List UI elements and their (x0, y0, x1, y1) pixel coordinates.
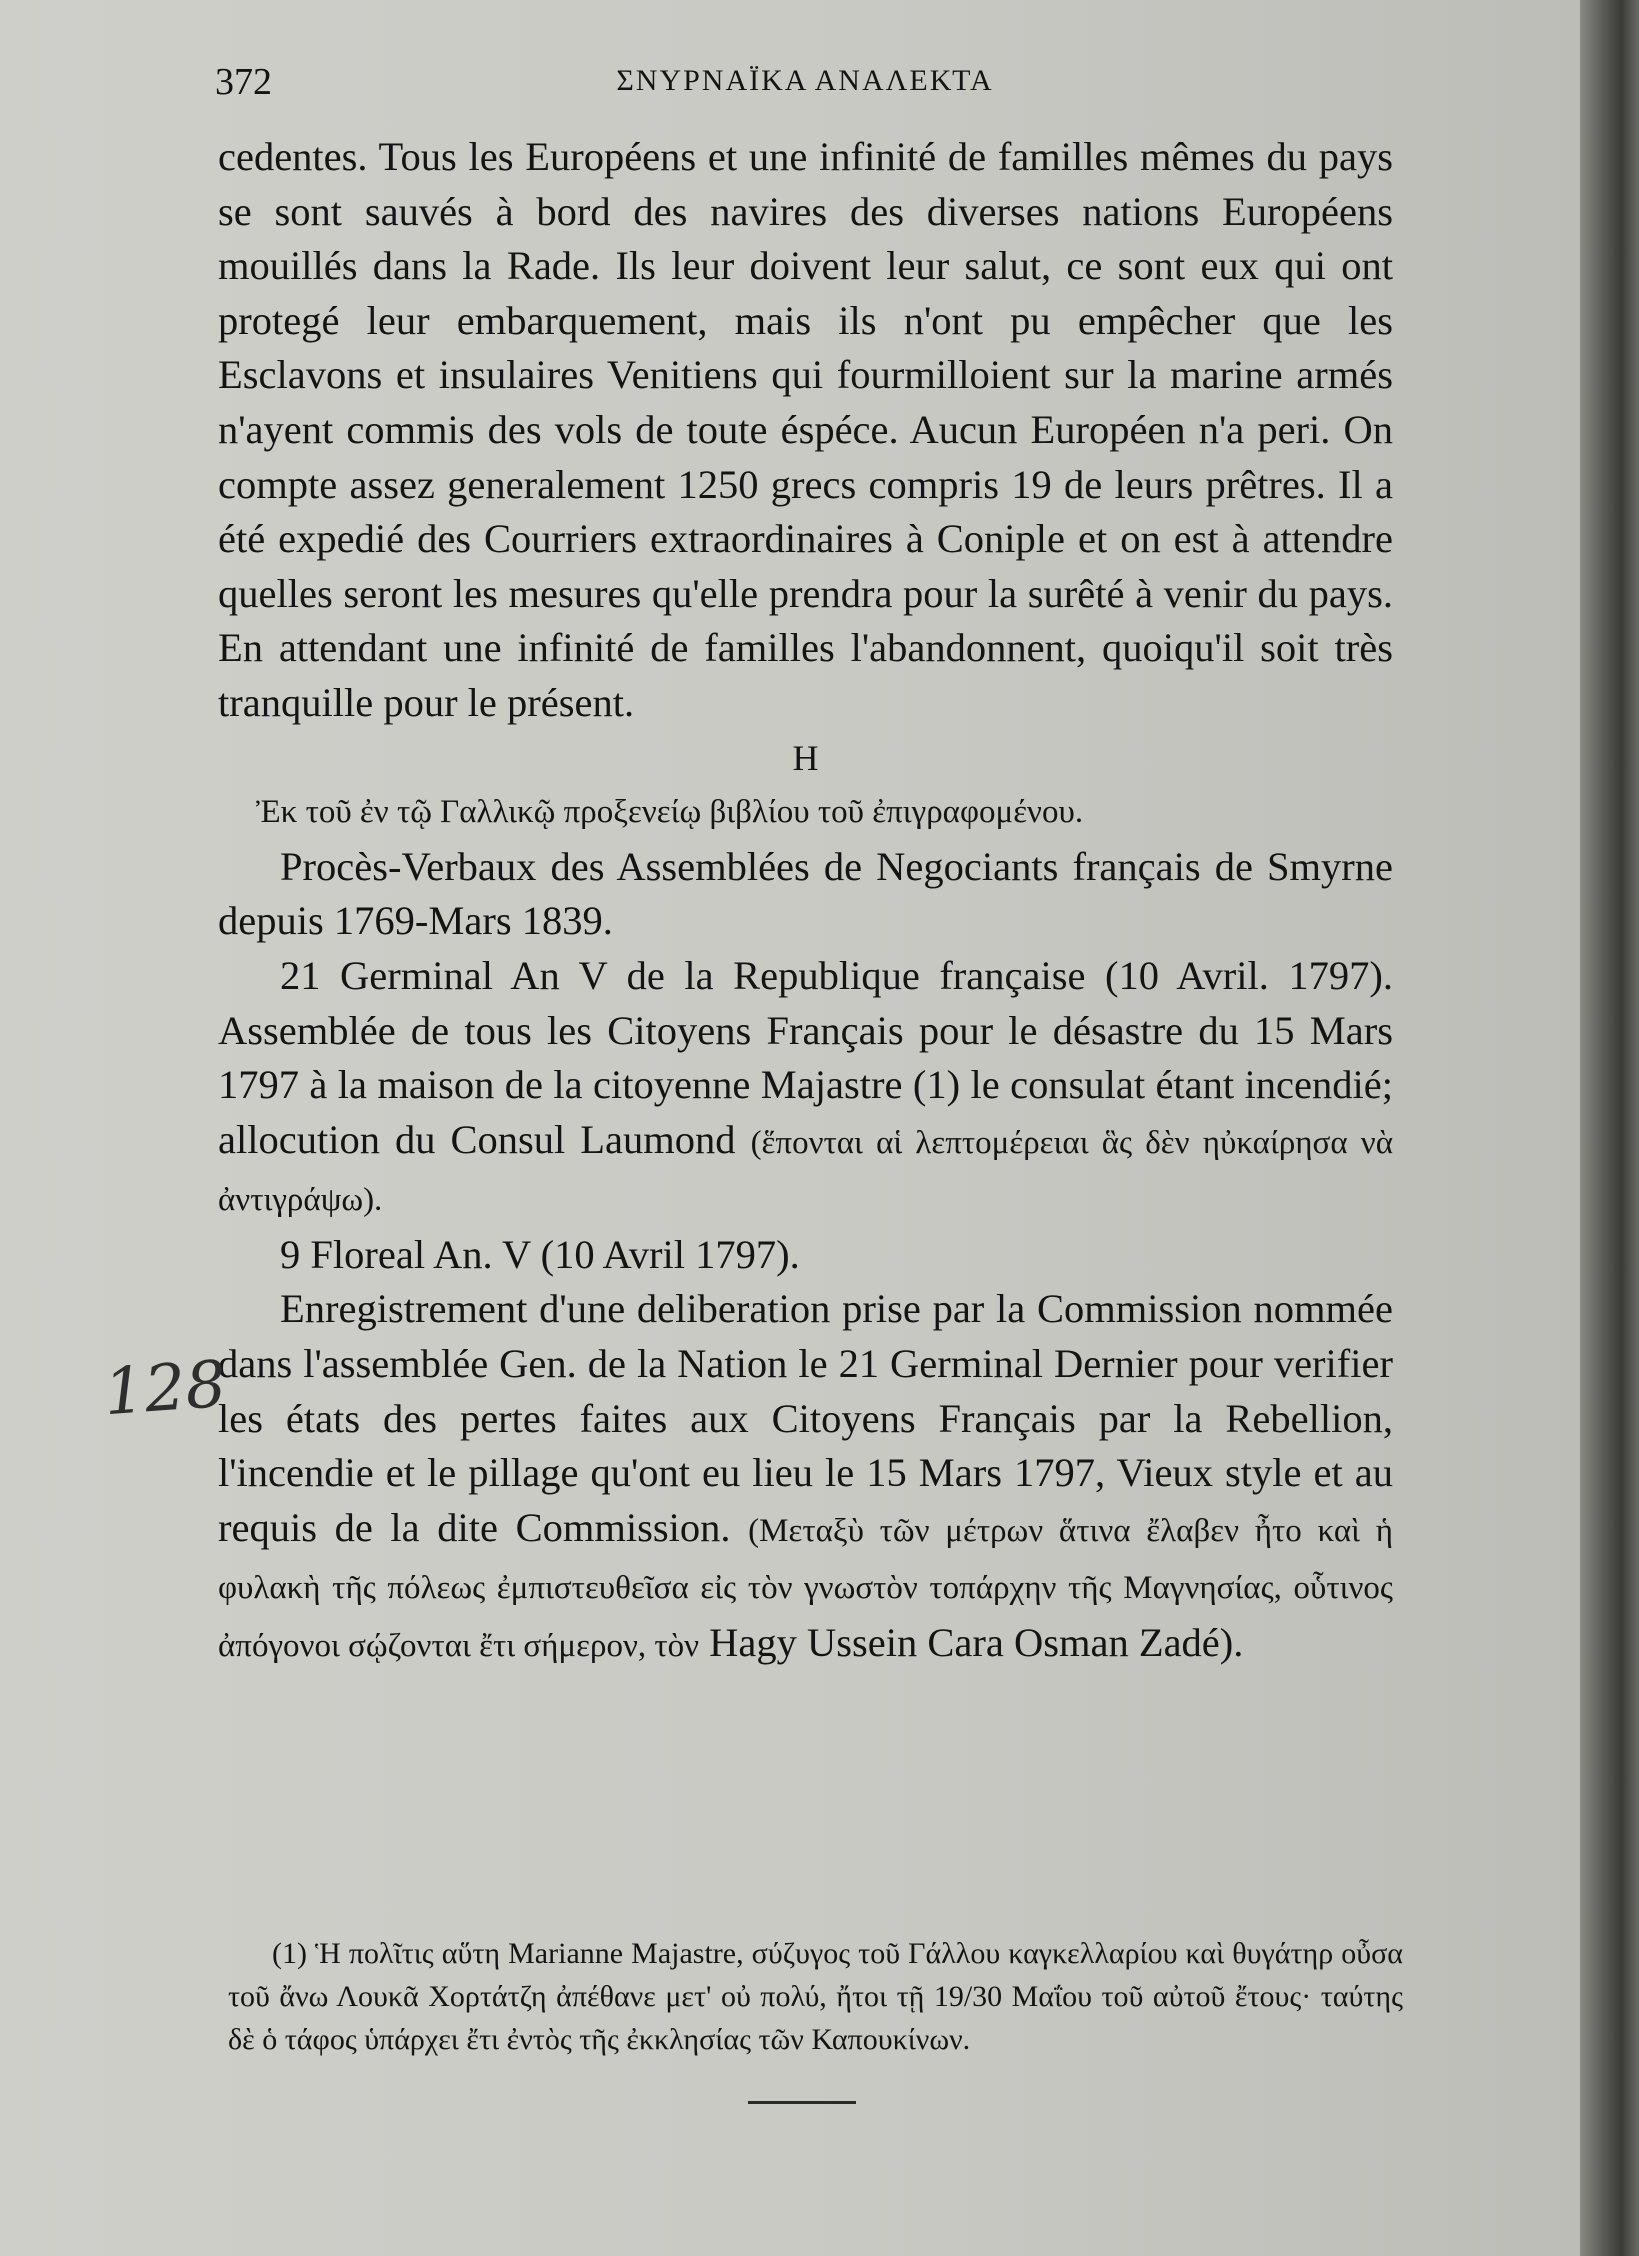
footnote-text: (1) Ἡ πολῖτις αὕτη Marianne Majastre, σύζυγος τοῦ Γάλλου καγκελλαρίου καὶ θυγάτηρ οὖσα τοῦ ἄνω Λουκᾶ Χορτάτζη ἀπέθανε μετ' οὐ πολύ, ἤτοι τῇ 19/30 Μαΐου τοῦ αὐτοῦ ἔτους· ταύτης δὲ ὁ τάφος ὑπάρχει ἔτι ἐντὸς τῆς ἐκκλησίας τῶν Καπουκίνων. (228, 1937, 1403, 2056)
paragraph-germinal (218, 949, 1393, 1228)
paragraph-title: Procès-Verbaux des Assemblées de Negociants français de Smyrne depuis 1769-Mars 1839. (218, 843, 1393, 944)
page-number: 372 (215, 61, 272, 103)
section-caption: Ἐκ τοῦ ἐν τῷ Γαλλικῷ προξενείῳ βιβλίου τοῦ ἐπιγραφομένου. (256, 794, 1084, 831)
paragraph-germinal-text: 21 Germinal An V de la Republique française (10 Avril. 1797). Assemblée de tous les Citoyens Français pour le désastre du 15 Mars 1797 à la maison de la citoyenne Majastre (1) le consulat étant incendié; allocution du Consul Laumond (218, 952, 1393, 1162)
page-header (215, 60, 1395, 110)
end-rule (748, 2101, 856, 2104)
paragraph-enregistrement-tail: Hagy Ussein Cara Osman Zadé). (709, 1620, 1244, 1666)
paragraph-floreal: 9 Floreal An. V (10 Avril 1797). (280, 1231, 800, 1277)
paragraph-enregistrement-text: Enregistrement d'une deliberation prise par la Commission nommée dans l'assemblée Gen. de la Nation le 21 Germinal Dernier pour verifier les états des pertes faites aux Citoyens Français par la Rebellion, l'incendie et le pillage qu'ont eu lieu le 15 Mars 1797, Vieux style et au requis de la dite Commission. (218, 1286, 1393, 1550)
paragraph-enregistrement (218, 1282, 1393, 1673)
paragraph-germinal-greek: (ἕπονται αἱ λεπτομέρειαι ἃς δὲν ηὐκαίρησα νὰ ἀντιγράψω). (218, 1124, 1393, 1219)
book-binding-edge (1580, 0, 1639, 2256)
body-text (218, 130, 1393, 1674)
footnote (228, 1932, 1403, 2061)
handwritten-margin-note: 128 (101, 1347, 229, 1431)
running-title: ΣΝΥΡΝΑΪΚΑ ΑΝΑΛΕΚΤΑ (616, 64, 994, 97)
section-heading: H (792, 737, 819, 778)
paragraph-continued: cedentes. Tous les Européens et une infinité de familles mêmes du pays se sont sauvés à bord des navires des diverses nations Européens mouillés dans la Rade. Ils leur doivent leur salut, ce sont eux qui ont protegé leur embarquement, mais ils n'ont pu empêcher que les Esclavons et insulaires Venitiens qui fourmilloient sur la marine armés n'ayent commis des vols de toute éspéce. Aucun Européen n'a peri. On compte assez generalement 1250 grecs compris 19 de leurs prêtres. Il a été expedié des Courriers extraordinaires à Coniple et on est à attendre quelles seront les mesures qu'elle prendra pour la surêté à venir du pays. En attendant une infinité de familles l'abandonnent, quoiqu'il soit très tranquille pour le présent. (218, 134, 1393, 725)
paragraph-enregistrement-greek: (Μεταξὺ τῶν μέτρων ἅτινα ἔλαβεν ἦτο καὶ ἡ φυλακὴ τῆς πόλεως ἐμπιστευθεῖσα εἰς τὸν γνωστὸν τοπάρχην τῆς Μαγνησίας, οὗτινος ἀπόγονοι σῴζονται ἔτι σήμερον, τὸν (218, 1512, 1393, 1665)
